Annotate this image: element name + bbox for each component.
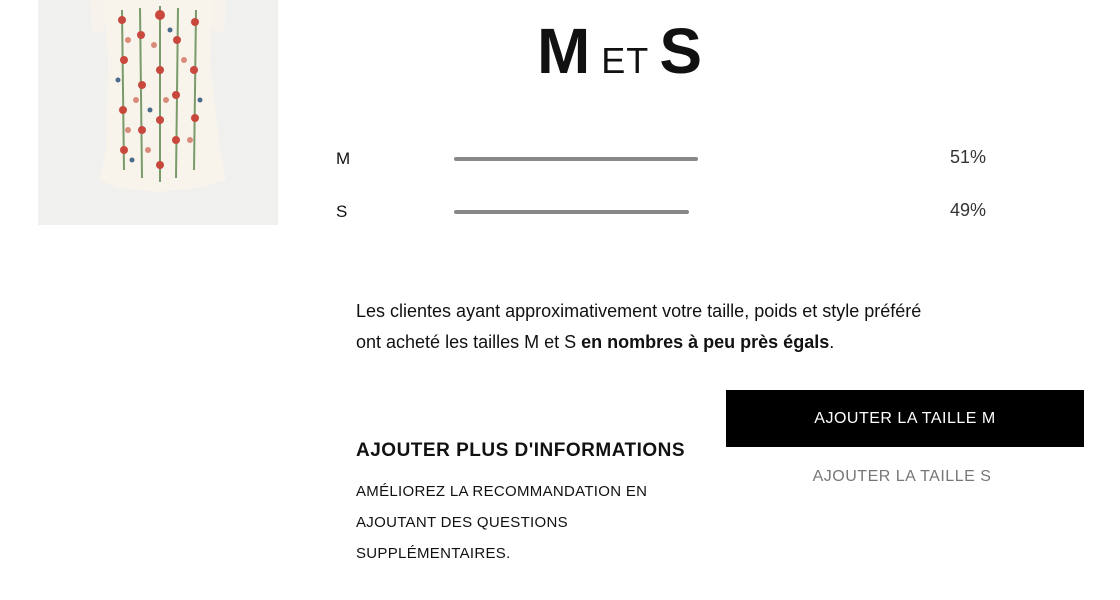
description-text: Les clientes ayant approximativement votre taille, poids et style préféré ont acheté les tailles M et S — [356, 301, 922, 352]
size-label-m: M — [336, 149, 351, 168]
size-row-s — [336, 196, 996, 226]
size-bar-m — [454, 157, 698, 161]
add-size-m-button[interactable]: AJOUTER LA TAILLE M — [726, 390, 1084, 447]
recommended-sizes-title — [0, 14, 1120, 88]
size-percent-s: 49% — [949, 200, 986, 220]
size-bar-track-m — [454, 157, 784, 161]
description-end: . — [829, 332, 835, 352]
size-label-s: S — [336, 202, 348, 221]
size-bar-s — [454, 210, 689, 214]
title-size-second: S — [659, 15, 703, 87]
description-bold: en nombres à peu près égals — [581, 332, 830, 352]
add-more-info-body: AMÉLIOREZ LA RECOMMANDATION EN AJOUTANT DES QUESTIONS SUPPLÉMENTAIRES. — [356, 483, 648, 562]
size-percent-m: 51% — [949, 147, 986, 167]
recommendation-description — [356, 296, 936, 358]
add-more-info-heading[interactable]: AJOUTER PLUS D'INFORMATIONS — [356, 440, 686, 461]
size-row-m — [336, 143, 996, 173]
add-size-s-button[interactable]: AJOUTER LA TAILLE S — [726, 462, 1078, 492]
size-bar-track-s — [454, 210, 784, 214]
title-connector: ET — [601, 40, 650, 81]
title-size-first: M — [536, 15, 592, 87]
